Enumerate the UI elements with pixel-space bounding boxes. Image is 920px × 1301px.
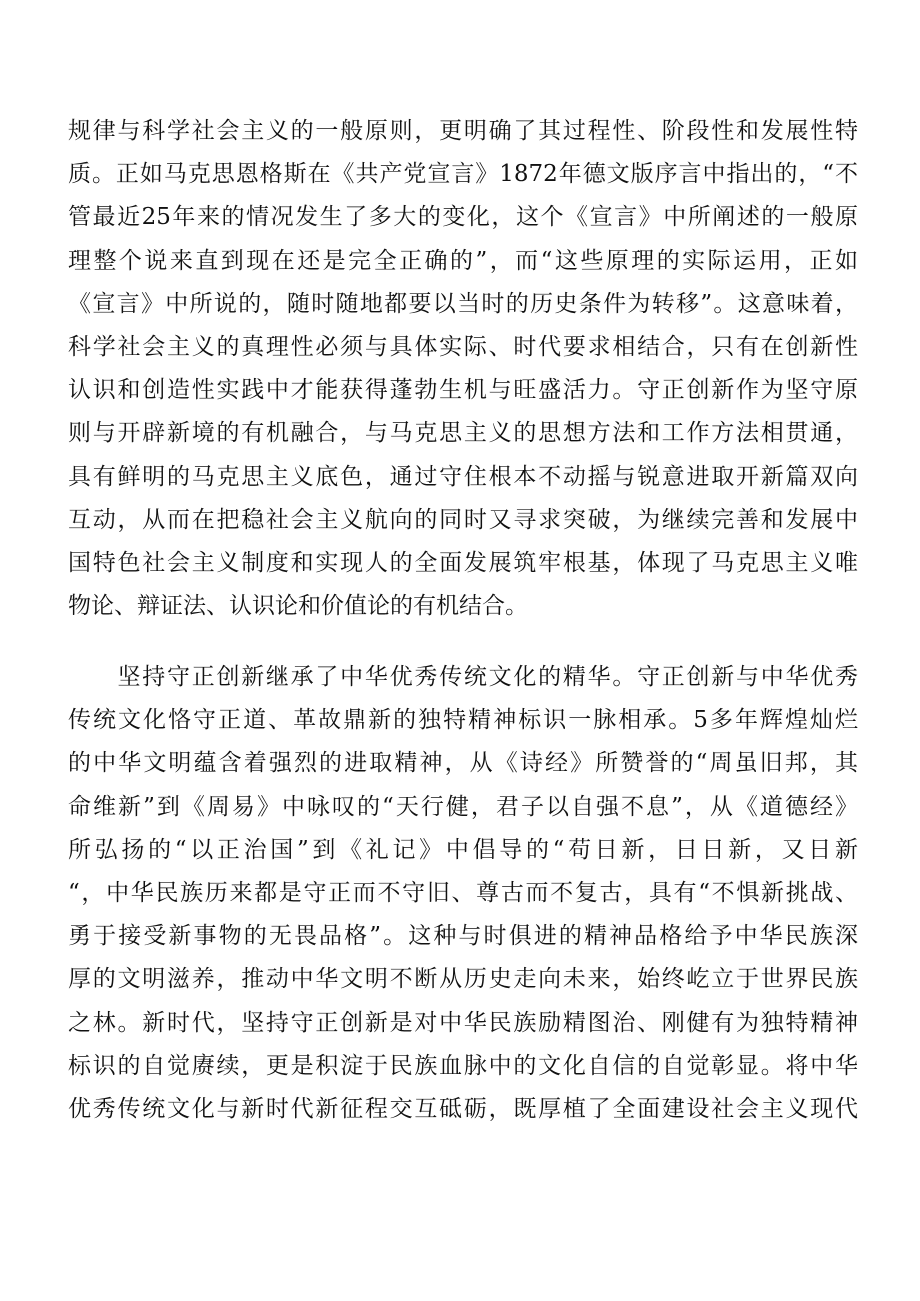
text-line: 坚持守正创新继承了中华优秀传统文化的精华。守正创新与中华优秀 — [68, 664, 858, 690]
text-line: 厚的文明滋养，推动中华文明不断从历史走向未来，始终屹立于世界民族 — [68, 966, 858, 993]
text-line: 所弘扬的“以正治国”到《礼记》中倡导的“苟日新，日日新，又日新 — [68, 836, 858, 863]
text-line: 互动，从而在把稳社会主义航向的同时又寻求突破，为继续完善和发展中 — [68, 506, 858, 533]
text-line: 传统文化恪守正道、革故鼎新的独特精神标识一脉相承。5多年辉煌灿烂 — [68, 707, 858, 734]
text-line: 理整个说来直到现在还是完全正确的”，而“这些原理的实际运用，正如 — [68, 247, 858, 274]
text-line: 之林。新时代，坚持守正创新是对中华民族励精图治、刚健有为独特精神 — [68, 1009, 858, 1036]
paragraph-traditional-culture — [68, 656, 858, 1131]
text-line: 命维新”到《周易》中咏叹的“天行健，君子以自强不息”，从《道德经》 — [68, 793, 858, 820]
text-line: 的中华文明蕴含着强烈的进取精神，从《诗经》所赞誉的“周虽旧邦，其 — [68, 750, 858, 777]
text-line: 勇于接受新事物的无畏品格”。这种与时俱进的精神品格给予中华民族深 — [68, 923, 858, 950]
text-line: 认识和创造性实践中才能获得蓬勃生机与旺盛活力。守正创新作为坚守原 — [68, 377, 858, 404]
text-line: 科学社会主义的真理性必须与具体实际、时代要求相结合，只有在创新性 — [68, 333, 858, 360]
text-line: 质。正如马克思恩格斯在《共产党宣言》1872年德文版序言中指出的，“不 — [68, 161, 858, 188]
text-line: 规律与科学社会主义的一般原则，更明确了其过程性、阶段性和发展性特 — [68, 118, 858, 144]
text-line: “，中华民族历来都是守正而不守旧、尊古而不复古，具有“不惧新挑战、 — [68, 879, 858, 906]
text-line: 管最近25年来的情况发生了多大的变化，这个《宣言》中所阐述的一般原 — [68, 204, 858, 231]
text-line: 优秀传统文化与新时代新征程交互砥砺，既厚植了全面建设社会主义现代 — [68, 1095, 858, 1122]
paragraph-scientific-socialism — [68, 110, 858, 628]
text-line: 则与开辟新境的有机融合，与马克思主义的思想方法和工作方法相贯通， — [68, 420, 858, 447]
text-line: 国特色社会主义制度和实现人的全面发展筑牢根基，体现了马克思主义唯 — [68, 549, 858, 576]
text-line: 标识的自觉赓续，更是积淀于民族血脉中的文化自信的自觉彰显。将中华 — [68, 1052, 858, 1079]
text-line: 物论、辩证法、认识论和价值论的有机结合。 — [68, 593, 528, 620]
text-line: 《宣言》中所说的，随时随地都要以当时的历史条件为转移”。这意味着， — [68, 290, 858, 317]
text-line: 具有鲜明的马克思主义底色，通过守住根本不动摇与锐意进取开新篇双向 — [68, 463, 858, 490]
